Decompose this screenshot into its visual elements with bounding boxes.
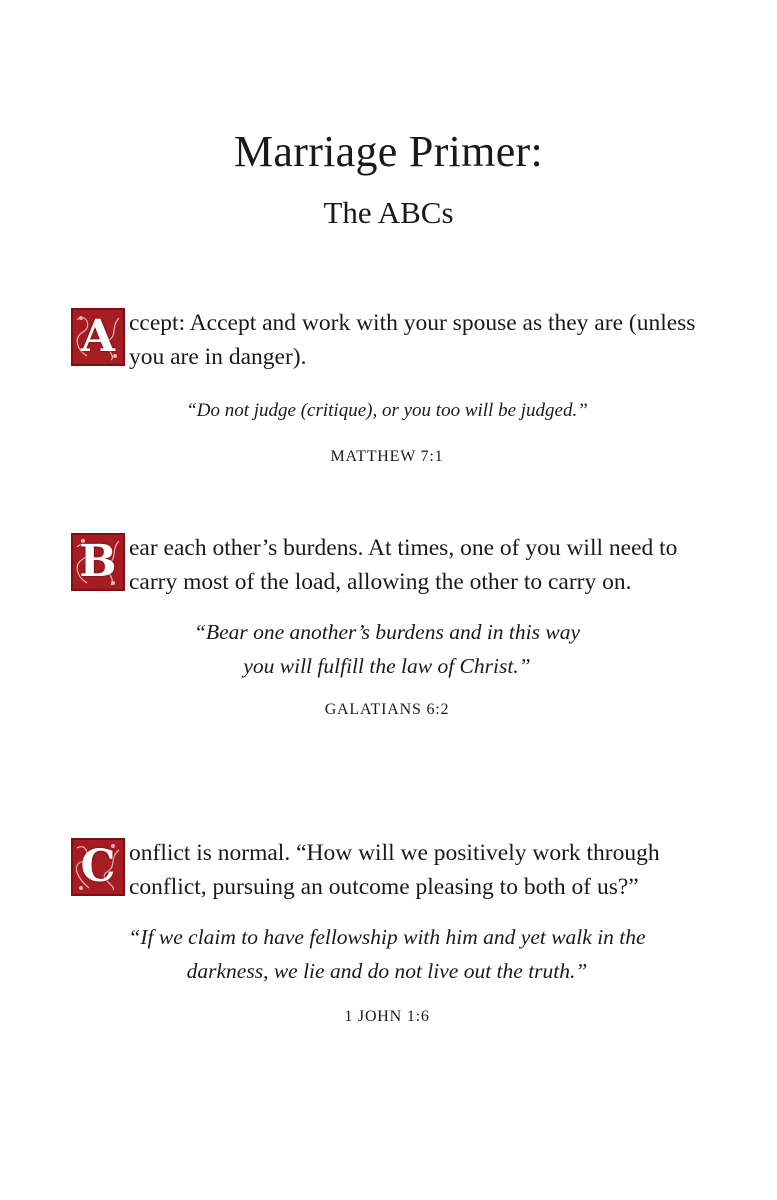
entry-bear — [71, 531, 703, 719]
entry-accept — [71, 306, 703, 466]
drop-cap-c — [71, 838, 125, 896]
entry-body — [71, 836, 703, 904]
entry-body — [71, 306, 703, 374]
scripture-quote: “Do not judge (critique), or you too will be judged.” — [186, 400, 588, 421]
entry-text: ear each other’s burdens. At times, one of you will need to carry most of the load, allowing the other to carry on. — [129, 535, 678, 595]
scripture-quote-line: darkness, we lie and do not live out the truth.” — [186, 959, 588, 983]
scripture-reference: GALATIANS 6:2 — [324, 701, 450, 718]
scripture-quote-line: you will fulfill the law of Christ.” — [243, 654, 531, 678]
page-subtitle: The ABCs — [323, 195, 454, 230]
drop-cap-b — [71, 533, 125, 591]
entry-conflict — [71, 836, 703, 1026]
scripture-quote-line: “If we claim to have fellowship with him and yet walk in the — [128, 925, 646, 949]
scripture-quote-line: “Bear one another’s burdens and in this way — [193, 620, 580, 644]
drop-cap-letter: B — [79, 536, 117, 587]
scripture-quote — [71, 920, 703, 988]
entry-body — [71, 531, 703, 599]
scripture-reference: 1 JOHN 1:6 — [344, 1008, 430, 1025]
drop-cap-a — [71, 308, 125, 366]
entry-text: onflict is normal. “How will we positively work through conflict, pursuing an outcome pleasing to both of us?” — [129, 840, 660, 900]
scripture-reference: MATTHEW 7:1 — [330, 448, 444, 465]
drop-cap-letter: A — [80, 311, 116, 362]
page-title: Marriage Primer: — [233, 127, 544, 176]
drop-cap-letter: C — [80, 841, 116, 892]
entry-text: ccept: Accept and work with your spouse as they are (unless you are in danger). — [129, 310, 696, 370]
scripture-quote — [71, 615, 703, 683]
